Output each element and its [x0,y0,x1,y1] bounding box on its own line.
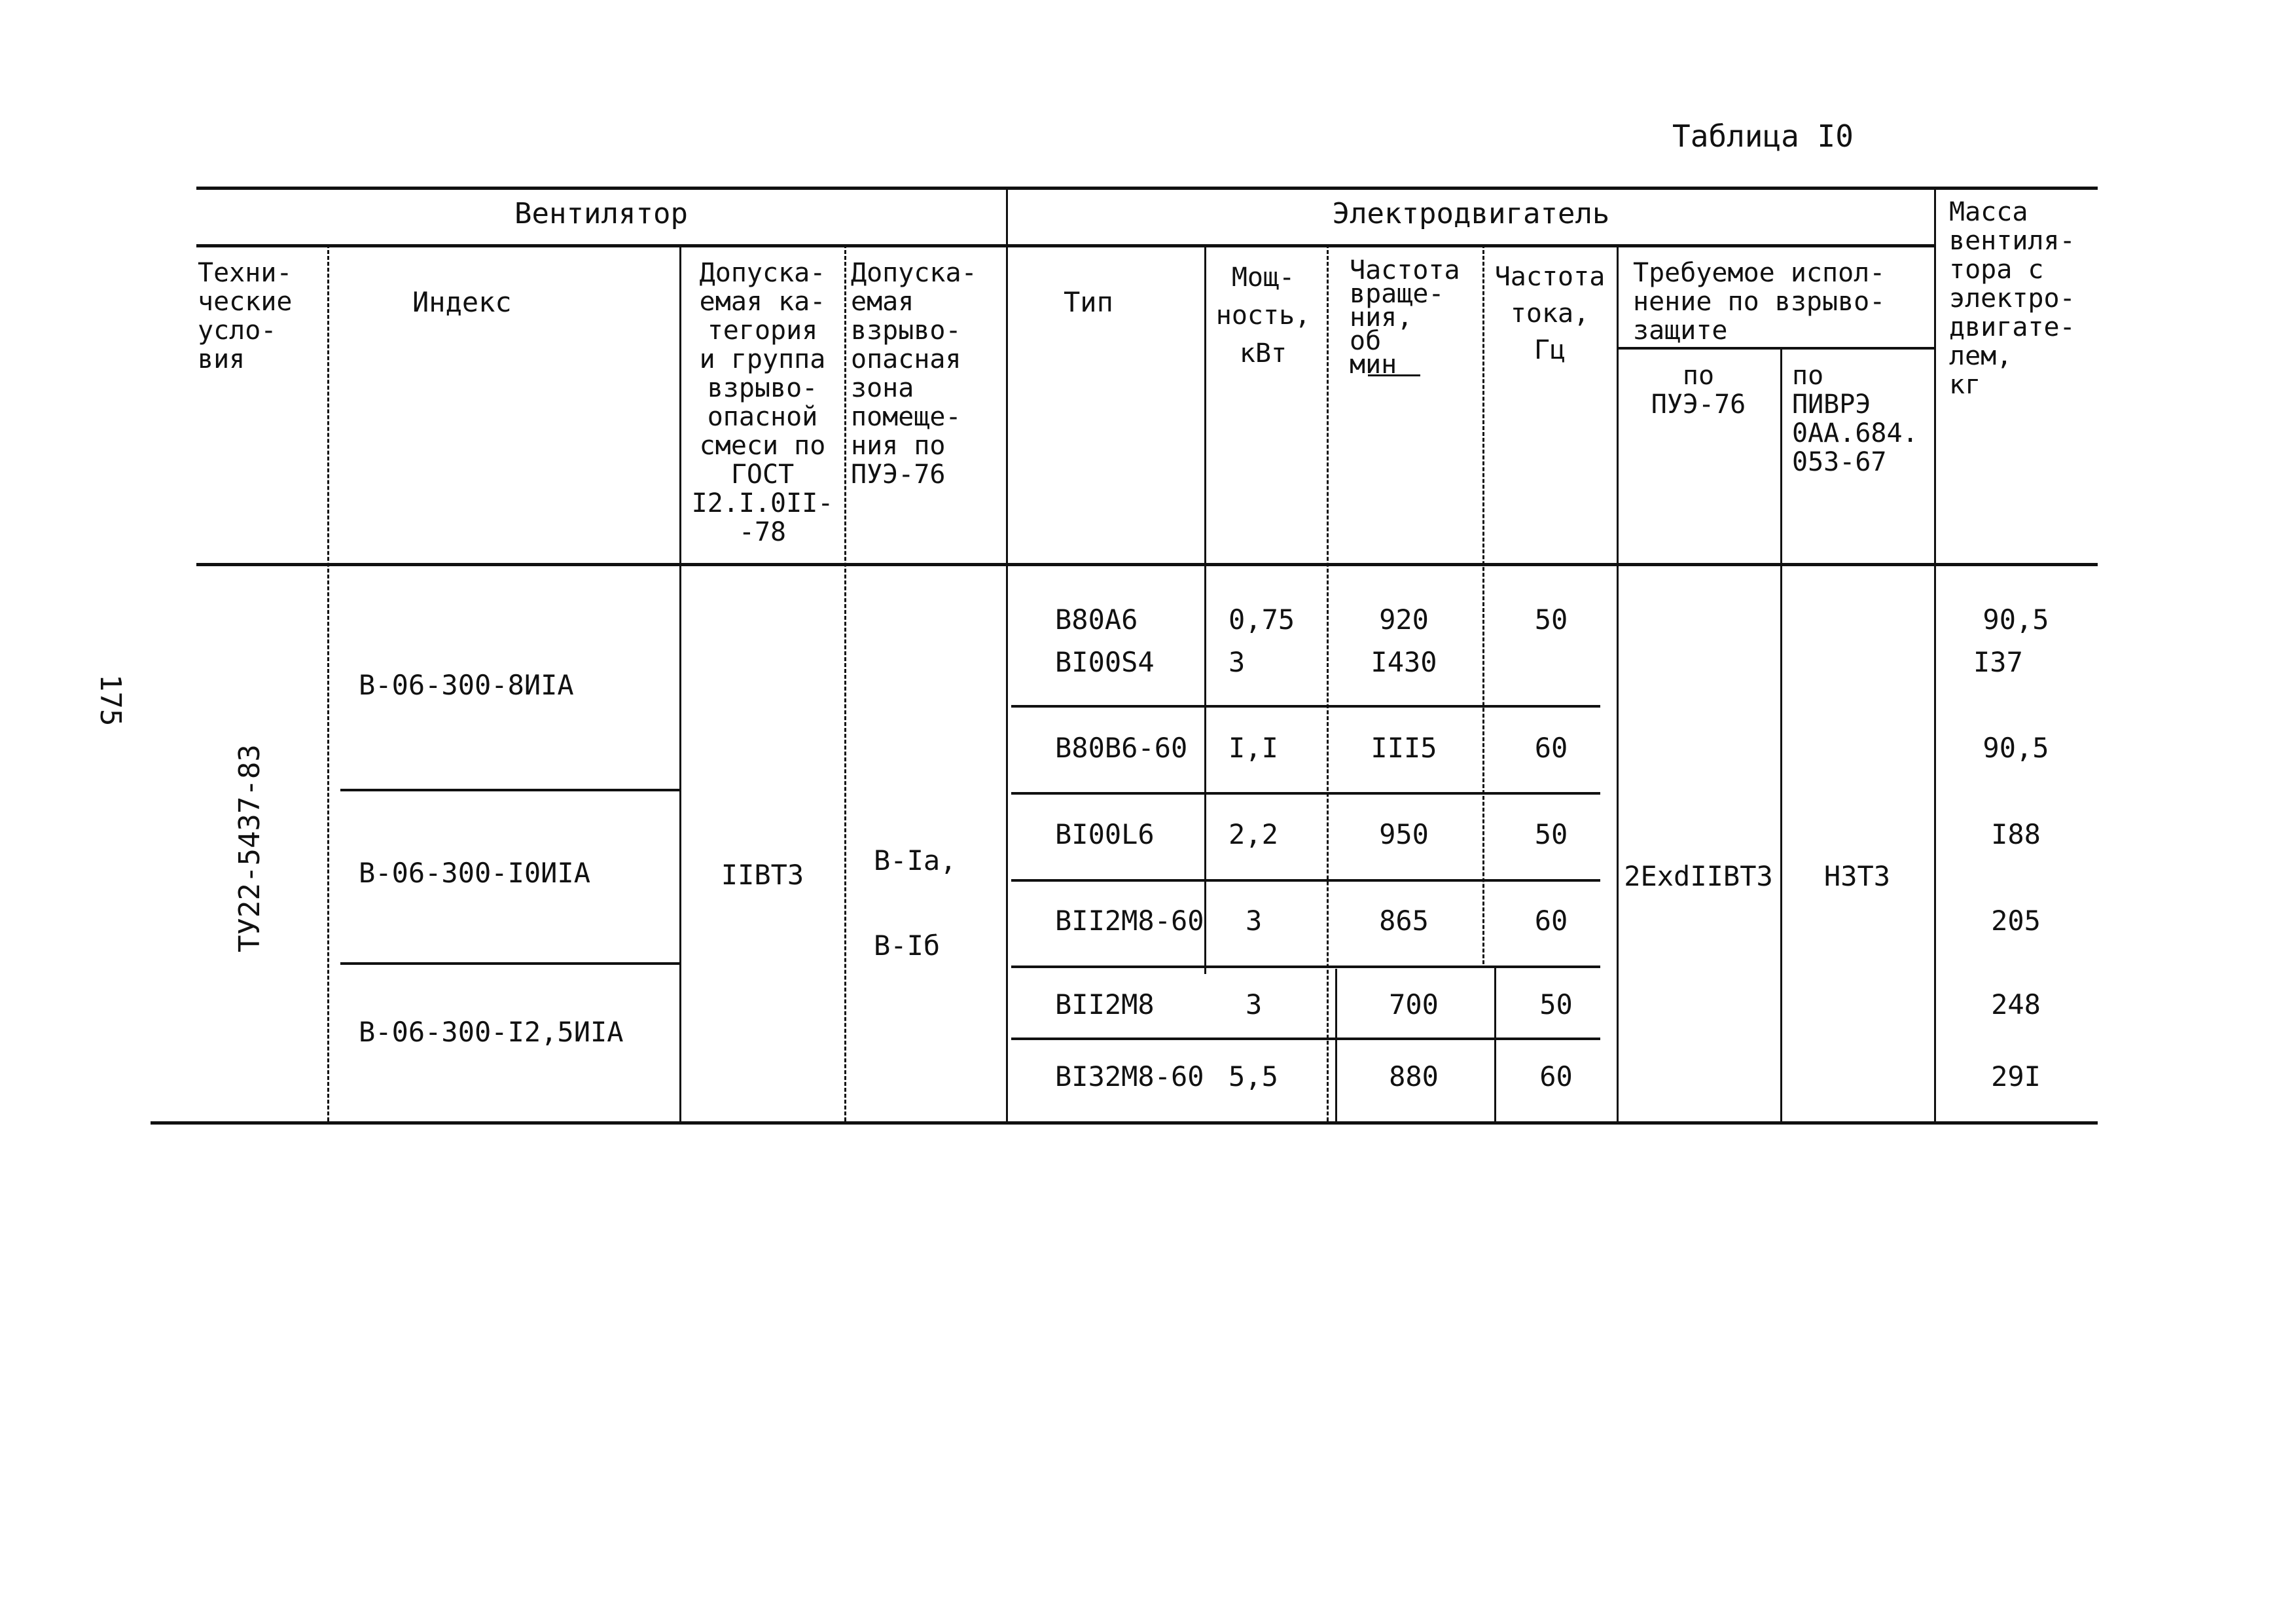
header-rotation-speed: Частота враще- ния, об мин [1350,255,1460,380]
motor-speed: 700 [1389,988,1439,1020]
fan-index: В-06-300-8ИIА [359,669,574,701]
pue-value: 2ЕхdIIВТ3 [1624,860,1773,892]
motor-frequency: 50 [1539,988,1573,1020]
header-tech-conditions: Техни- ческие усло- вия [198,258,293,374]
motor-frequency: 60 [1539,1060,1573,1092]
motor-speed: I430 [1371,646,1437,678]
header-by-pivre: по ПИВРЭ 0АА.684. 053-67 [1792,361,1918,477]
motor-type: ВII2М8 [1055,988,1155,1020]
fan-mass: I37 [1973,646,2023,678]
allowed-zone-value: В-Iа, В-Iб [874,844,957,962]
motor-power: 5,5 [1229,1060,1278,1092]
header-current-frequency: Частота тока, Гц [1494,262,1605,365]
fan-index: В-06-300-I2,5ИIА [359,1016,624,1048]
motor-power: 3 [1246,988,1263,1020]
motor-frequency: 50 [1534,818,1568,850]
motor-power: 0,75 [1229,604,1295,636]
motor-type: В80А6 [1055,604,1138,636]
motor-type: ВI00L6 [1055,818,1155,850]
motor-type: ВI32М8-60 [1055,1060,1204,1092]
header-explosion-protection: Требуемое испол- нение по взрыво- защите [1633,258,1886,346]
motor-power: 3 [1229,646,1246,678]
motor-type: В80В6-60 [1055,732,1188,764]
group-header-fan: Вентилятор [514,197,688,230]
motor-speed: 950 [1379,818,1429,850]
motor-power: 2,2 [1229,818,1278,850]
fan-mass: 90,5 [1982,732,2049,764]
motor-frequency: 50 [1534,604,1568,636]
motor-type: ВI00S4 [1055,646,1155,678]
page-number: 175 [94,674,127,727]
motor-speed: 865 [1379,905,1429,937]
header-type: Тип [1064,286,1113,318]
fan-mass: 205 [1991,905,2041,937]
motor-speed: 920 [1379,604,1429,636]
header-power: Мощ- ность, кВт [1215,262,1311,369]
motor-speed: III5 [1371,732,1437,764]
motor-type: ВII2М8-60 [1055,905,1204,937]
header-allowed-zone: Допуска- емая взрыво- опасная зона помеще- ния по ПУЭ-76 [851,258,977,490]
fan-mass: 90,5 [1982,604,2049,636]
fan-mass: I88 [1991,818,2041,850]
table-title: Таблица I0 [1672,118,1854,154]
motor-power: I,I [1229,732,1278,764]
motor-frequency: 60 [1534,732,1568,764]
motor-speed: 880 [1389,1060,1439,1092]
pivre-value: Н3Т3 [1823,860,1891,892]
tech-conditions-value: ТУ22-5437-83 [233,744,266,952]
group-header-motor: Электродвигатель [1332,197,1610,230]
header-mass: Масса вентиля- тора с электро- двигате- лем, кг [1949,197,2075,400]
fan-mass: 29I [1991,1060,2041,1092]
header-index: Индекс [412,286,512,318]
header-allowed-category: Допуска- емая ка- тегория и группа взрыво- опасной смеси по ГОСТ I2.I.0II- -78 [691,258,834,547]
motor-frequency: 60 [1534,905,1568,937]
fan-mass: 248 [1991,988,2041,1020]
header-by-pue: по ПУЭ-76 [1651,361,1746,420]
fan-index: В-06-300-I0ИIА [359,857,591,889]
allowed-category-value: IIВТ3 [721,859,804,891]
motor-power: 3 [1246,905,1263,937]
